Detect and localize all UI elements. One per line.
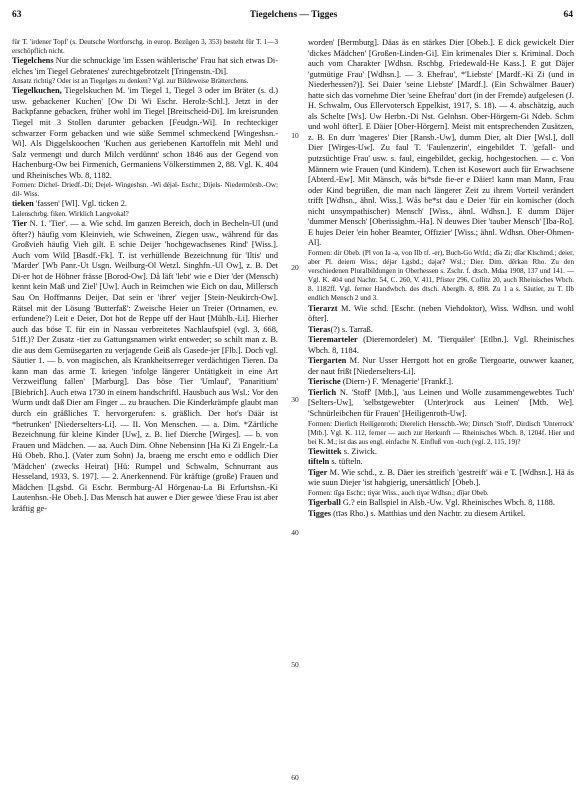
entry-text: G.? ein Ballspiel in Alsb.-Uw. Vgl. Rheinisches Wbch. 8, 1188. <box>340 498 555 508</box>
dictionary-entry <box>12 219 278 514</box>
entry-text: für T. 'irdener Topf' (s. Deutsche Wortforschg. in europ. Bezügen 3, 353) besteht für T. 1—3 erschöpflich nicht. <box>12 38 278 56</box>
dictionary-entry <box>308 304 574 325</box>
note-paragraph <box>12 210 278 219</box>
dictionary-entry <box>308 335 574 356</box>
dictionary-entry <box>308 38 574 249</box>
dictionary-entry <box>308 388 574 420</box>
entry-text: Formen: tīgǝ Eschr.; tiɣǝr Wiss., auch tiɣǝr Wdhsn.; dījǝr Obeb. <box>308 488 489 497</box>
entry-text: (?) s. Tarraß. <box>330 324 373 334</box>
entry-text: 'fassen' [Wl]. Vgl. ticken 2. <box>33 199 128 209</box>
entry-headword: Tigerball <box>308 498 341 508</box>
entry-text: worden' [Bermburg]. Däas äs en stärkes Dier [Obeb.]. E dick gewickelt Dier 'dickes Mädchen' [Großen-Linden-Gi]. Ein krimenales Dier s. Kriminal. Doch auch vom Charakter [Wdhsn. Rschbg. Friedewald-He Kass.]. E gut Däjer 'gutmütige Frau' [Wdhsn.]. — 3. Ehefrau', *'Liebste' [Mardf.-Ki Zi (und in Niederhessen?)]. Sei Daier 'seine Liebste' [Mardf.]. (Ein Schwälmer Bauer) hatte sich das vornehme Dier 'seine Ehefrau' dort (in der Fremde) aufgelesen (J. H. Schwalm, Ous Ellervotersch Eppelkist, 1917, S. 18). — 4. abschätzig, auch als Schelte [Ws]. Uw Herbn.-Di Nst. Gelnhsn. Ober-Hörgern-Gi Ndeb. Schm und wohl öfter]. E Däier [Ober-Hörgern]. Meist mit entsprechenden Zusätzen, z. B. En durr 'mageres' Dier [Ransb.-Uw], dumm Dier, alt Dier [Wsl.], doll Dier [Wirges-Uw]. Zu faul T. 'Faulenzerin', eingebildet T. 'gefall- und putzsüchtige Frau' usw. s. faul, eingebildet, geckig, hochgestochen. — c. Von Männern wie Frauen (und Kindern). T.chen ist Kosewort auch für Erwachsene [Abterd.-Ew]. Mit Mänsch, wås bi*sde fie-er e Däier! kann man Mann, Frau oder Kind begrüßen, die man nach längerer Zeit zu ihrem Vorteil verändert trifft [Wdhsn., ähnl. Wiss.]. Wås be*st dau e Deier 'für ein komischer (doch nicht unsympathischer) Mensch' [Wiss., ähnl. Wdhsn.]. E dumm Däjer 'dummer Mensch' [Oberissighm.-Ha]. N deuwes Dier 'tauber Mensch' [Iba-Ro]. E hujes Deier 'ein hoher Beamter, Offizier' [Wiss.; ähnl. Wdhsn. Ober-Ohmen-Al]. <box>308 38 574 248</box>
entry-headword: Tierische <box>308 377 341 387</box>
entry-headword: Tigges <box>308 508 332 518</box>
line-number: 40 <box>291 528 299 537</box>
dictionary-entry <box>12 199 278 210</box>
entry-headword: Tieras <box>308 324 331 334</box>
dictionary-entry <box>308 498 574 509</box>
note-paragraph <box>308 489 574 498</box>
dictionary-entry <box>308 468 574 489</box>
line-number: 20 <box>291 263 299 272</box>
note-paragraph <box>308 420 574 447</box>
note-paragraph <box>12 181 278 199</box>
dictionary-entry <box>308 509 574 520</box>
entry-headword: tifteln <box>308 457 330 467</box>
entry-text: M. Wie schd., z. B. Däer ies streifich 'gestreift' wäi e T. [Wdhsn.]. Hä äs wie suun Diejer 'ist habgierig, unersättlich' [Obeb.]. <box>308 467 574 488</box>
entry-headword: Tiergarten <box>308 356 347 366</box>
line-number: 60 <box>291 773 299 782</box>
entry-text: (Dieremordeler) M. 'Tierquäler' [Etlbn.]. Vgl. Rheinisches Wbch. 8, 1184. <box>308 335 574 355</box>
dictionary-entry <box>308 377 574 388</box>
entry-headword: tieken <box>12 199 34 209</box>
line-number: 50 <box>291 660 299 669</box>
entry-text: M. Nur Usser Herrgott hot en große Tiergoarte, ouwwer kaaner, der naut frißt [Niederselters-Li]. <box>308 356 574 376</box>
page-number-left: 63 <box>12 10 22 20</box>
note-paragraph <box>12 77 278 86</box>
page-header <box>0 10 587 24</box>
line-number: 10 <box>291 131 299 140</box>
dictionary-entry <box>12 56 278 77</box>
entry-text: Ansatz richtig? Oder ist an Tiegelges zu denken? Vgl. zur Bildeweise Brätterchens. <box>12 77 249 86</box>
page-number-right: 64 <box>563 10 573 20</box>
entry-text: Tiegelskuchen M. 'im Tiegel 1, Tiegel 3 oder im Bräter (s. d.) usw. gebackener Kuchen' [Ow Di Wi Eschr. Herolz-Schl.]. Jetzt in der Backpfanne gebacken, früher wohl im Tiegel [Breitscheid-Di]. Im kreisrunden Tiegel mit 3 Stollen darunter gebacken [Feudgn.-Wi]. In rechteckiger schwarzer Form gebacken und wie süße Semmel schmeckend [Wingeshsn.-Wi]. Als Diggelskoochen 'Kuchen aus geriebenen Kartoffeln mit Mehl und Salz vermengt und durch Milch verdünnt' schon 1846 aus der Gegend von Hachenburg-Ow bei Firmenich, Germaniens Völkerstimmen 2, 88. Vgl. K. 404 und Rheinisches Wb. 8, 1182. <box>12 86 278 180</box>
entry-text: Formen: Dichel- Driedf.-Di; Dejel- Wingeshsn. -Wi déjǝl- Eschr.; Dijels- Niedermörsb.-Ow; dil- Wiss. <box>12 181 278 199</box>
dictionary-entry <box>308 457 574 468</box>
entry-text: N. 1. 'Tier'. — a. Wie schd. Im ganzen Bereich, doch in Becheln-Ul (und öfter?) häufig vom Kleinvieh, wie Schweinen, Ziegen usw., während für das Großvieh häufig Vieh gilt. E schie Deijer 'hochgewachsenes Rind' [Wiss.]. Auch vom Wild [Basdf.-Fk]. T. ist verhüllende Bezeichnung für 'Iltis' und 'Marder' [Wb Panr.-Ut Usgn. Weilburg-Ol Wetzl. Singhfn.-Ul Ow], z. B. Det Di-er hot de Höhner frässe [Borod-Ow]. Då läft 'lebt' wie e Dier 'der (Mensch) kennt kein Maß und Ziel' [Uw]. Auch in Reimchen wie Eich on dau, Millersch Sau On Hoffmanns Deijer, Dat sein er 'ihrer' vejjer [Stein-Neukirch-Ow]. Rätsel mit der Lösung 'Butterfaß': Zweische Heier un Treier (Ortnamen, ev. erfundene?) Leit e Deier, Dot hot de Reppe uff der Haut [Mühlb.-Li]. Hierher auch das böse T. für ein in Nassau verbreitetes Nachlaufspiel (vgl. 3, 668, 51ff.)? Der Zusatz -tier zu Gattungsnamen wirkt entweder; so schilt man z. B. die aus dem Gemüsegarten zu verjagende Geiß als Gasede-jer [Flb.]. Doch vgl. Säutier 1. — b. von magischen, als Krankheitserreger verdächtigen Tieren. Da kann man das arme T. kriegen 'infolge längerer Untätigkeit in eine Art Verzweiflung fallen' [Marburg]. Das böse Tier 'Umlauf', 'Panaritium' [Biebrich]. Auch etwa 1730 in einem handschriftl. Hausbuch aus Wsl.: Vor den Wurm undt daß Dier am Finger ... zu brauchen. Die Kinderkrämpfe glaubt man durch ein gräßliches T. hervorgerufen: s. gräßlich. Der hot's Däär ist *betrunken' [Niederselters-Li]. — II. Von Menschen. — a. Dim. *Zärtliche Bezeichnung für kleine Kinder [Uw], z. B. lief Dierche [Wirges]. — b. von Frauen und Mädchen. — aa. Auch Dim. Ohne Nebensinn [Ha Ki Zi Engelr.-La Hü Obeb. Rho.]. (Vater zum Sohn) Ja, braeng me erscht emo e oddlich Dier 'Mädchen' (zwecks Heirat) [Hü: Rumpel und Schwalm, Schnurrant aus Hesseland, 1933, S. 197]. — 2. Anerkennend. Für kräftige (große) Frauen und Mädchen [Lgsbd. Gi Eschr. Bermburg-Al Hörgenau-La Bi Erfurtshsn.-Ki Lautenhsn.-He Obeb.]. Das Mensch hat auwer e Dier gewee 'diese Frau ist aber kräftig ge- <box>12 219 278 513</box>
entry-headword: Tiewittek <box>308 446 342 456</box>
entry-text: s. tüfteln. <box>329 457 363 467</box>
dictionary-entry <box>12 86 278 181</box>
running-title: Tiegelchens — Tigges <box>249 10 338 20</box>
entry-headword: Tiegelkuchen, <box>12 86 62 96</box>
entry-text: M. Wie schd. [Eschr. (neben Viehdoktor), Wiss. Wdhsn. und wohl öfter]. <box>308 303 574 324</box>
entry-headword: Tierarzt <box>308 303 338 313</box>
entry-text: (tīǝs Rho.) s. Matthias und den Nachtr. zu diesem Artikel. <box>331 508 526 518</box>
entry-headword: Tier <box>12 219 28 229</box>
entry-text: Formen: dir Obeb. (Pl von Ia -ǝ, von IIb tf. -er), Buch-Go Wtfd.; dīǝ Zi; dīǝr Klschmd.; deier, aber Pl. deiern Wiss.; déjǝr Lgsbd.; dǝjǝr? Wsl.; Dier. Dim. dērkǝn Rho. Zu den verschiedenen Pluralbildungen in Oberhessen s. Zschr. f. dtsch. Mdaa 1908, 137 und 141. — Vgl. K. 404 und Nachtr. 54, C. 260, V. 411, Pfister 296, Collitz 20, auch Rheinisches Wbch. 8. 1182ff. Vgl. ferner Handwbch. des dtsch. Aberglb. 8, 898. Zu 1 a s. Säutier, zu T. IIb endlich Mensch 2 und 3. <box>308 248 574 303</box>
entry-text: Formen: Dierlich Heiligenroth; Dierelich Hersschb.-We; Dirtsch 'Stoff', Dirdisch 'Unterrock' [Mtb.]. Vgl. K. 112, ferner — auch zur Herkunft — Rheinisches Wbch. 8, 1204f. Hier und bei K. M.; ist das aus engl. einfache N. Einfluß von -tuch (vgl. 2, 115, 19)? <box>308 419 574 446</box>
entry-text: Lalenschrbg. fiken. Wirklich Langvokal? <box>12 210 129 219</box>
right-column <box>308 38 574 786</box>
entry-headword: Tiegelchens <box>12 56 54 66</box>
dictionary-entry <box>308 447 574 458</box>
dictionary-entry <box>308 325 574 336</box>
left-column <box>12 38 278 786</box>
dictionary-entry <box>308 356 574 377</box>
entry-text: (Diern-) F. 'Menagerie' [Frankf.]. <box>340 377 454 387</box>
note-paragraph <box>12 38 278 56</box>
entry-headword: Tieremarteler <box>308 335 358 345</box>
entry-text: Nur die schnuckige 'im Essen wählerische' Frau hat sich etwas Di-elches 'im Tiegel Gebratenes' zurechtgebrotzelt [Tringenstn.-Di]. <box>12 56 278 76</box>
line-number: 30 <box>291 395 299 404</box>
entry-text: s. Ziwick. <box>341 446 377 456</box>
entry-headword: Tiger <box>308 467 328 477</box>
entry-headword: Tierlich <box>308 387 337 397</box>
note-paragraph <box>308 249 574 304</box>
entry-text: N. 'Stoff' [Mtb.], 'aus Leinen und Wolle zusammengewebtes Tuch' [Selters-Uw], 'selbstgewebter (Unter)rock aus Leinen' [Mtb. We]. 'Schnürleibchen für Frauen' [Heiligenroth-Uw]. <box>308 387 574 418</box>
